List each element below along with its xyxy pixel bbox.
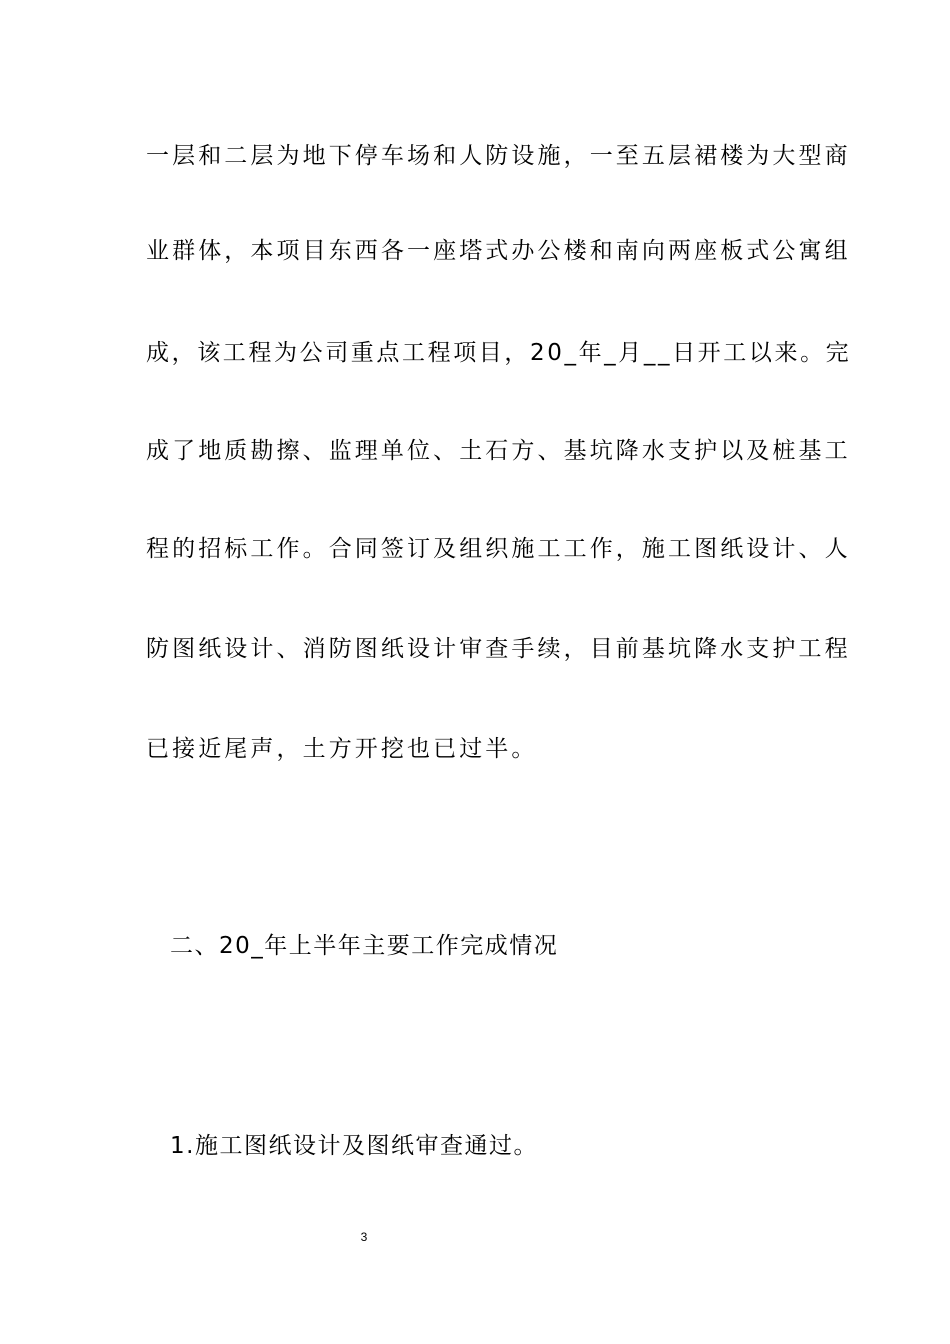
paragraph-line-6: 防图纸设计、消防图纸设计审查手续，目前基坑降水支护工程 [146,636,851,662]
section-heading: 二、20_年上半年主要工作完成情况 [170,933,559,959]
page-number: 3 [360,1230,368,1244]
paragraph-line-5: 程的招标工作。合同签订及组织施工工作，施工图纸设计、人 [146,536,851,562]
paragraph-line-4: 成了地质勘擦、监理单位、土石方、基坑降水支护以及桩基工 [146,438,851,464]
paragraph-line-7: 已接近尾声，土方开挖也已过半。 [146,736,538,762]
list-item: 1.施工图纸设计及图纸审查通过。 [170,1133,538,1159]
paragraph-line-3: 成，该工程为公司重点工程项目，20_年_月__日开工以来。完 [146,340,852,366]
paragraph-line-2: 业群体，本项目东西各一座塔式办公楼和南向两座板式公寓组 [146,238,851,264]
paragraph-line-1: 一层和二层为地下停车场和人防设施，一至五层裙楼为大型商 [146,143,851,169]
